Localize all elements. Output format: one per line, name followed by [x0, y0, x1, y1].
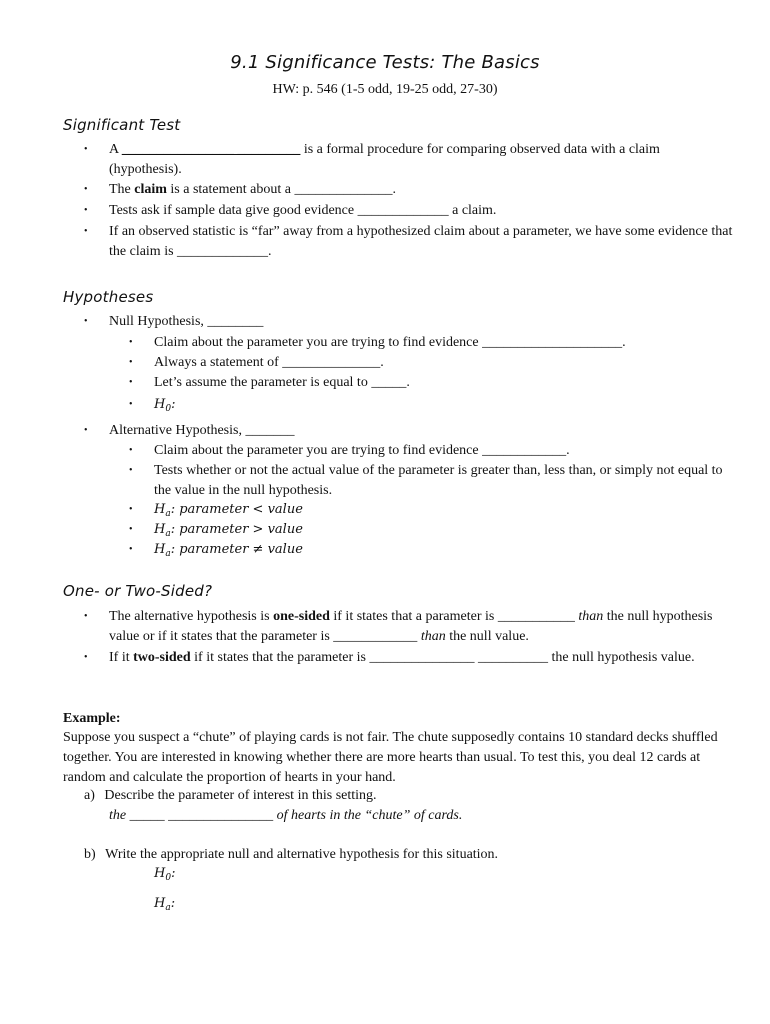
- example-heading: Example:: [63, 711, 121, 726]
- question-b: b) Write the appropriate null and alternative hypothesis for this situation.: [84, 847, 499, 862]
- bullet: •: [129, 544, 133, 555]
- page-title: 9.1 Significance Tests: The Basics: [230, 52, 540, 73]
- list-item: • Alternative Hypothesis, _______: [84, 421, 734, 441]
- list-item: • If an observed statistic is “far” away from a hypothesized claim about a parameter, we have some evidence that the claim is _____________.: [84, 224, 733, 259]
- list-item: • The alternative hypothesis is one-sided if it states that a parameter is ___________ than the null hypothesis value or if it states that the parameter is ____________ than the null value.: [84, 609, 713, 644]
- bullet: •: [84, 652, 88, 663]
- sub-list-item: • Let’s assume the parameter is equal to _____.: [129, 373, 729, 393]
- bullet: •: [84, 144, 88, 155]
- bullet: •: [129, 504, 133, 515]
- list-item: • A ________________ _________ is a formal procedure for comparing observed data with a claim (hypothesis).: [84, 142, 660, 177]
- bullet: •: [84, 425, 88, 436]
- bullet: •: [129, 357, 133, 368]
- section-heading-significant-test: Significant Test: [63, 116, 181, 134]
- homework-line: HW: p. 546 (1-5 odd, 19-25 odd, 27-30): [272, 82, 498, 97]
- sub-list-item: • Claim about the parameter you are trying to find evidence ____________.: [129, 441, 729, 461]
- list-item: • The claim is a statement about a ______________.: [84, 180, 734, 200]
- alternative-hypothesis-greater: $H_a$: parameter > value: [154, 522, 303, 539]
- answer-ha: $H_a$:: [154, 896, 176, 913]
- bullet: •: [129, 445, 133, 456]
- answer-h0: $H_0$:: [154, 866, 176, 883]
- bullet: •: [129, 399, 133, 410]
- alternative-hypothesis-less: $H_a$: parameter < value: [154, 502, 303, 519]
- bullet: •: [129, 465, 133, 476]
- bullet: •: [84, 316, 88, 327]
- section-heading-one-or-two-sided: One- or Two-Sided?: [63, 582, 213, 600]
- bullet: •: [84, 611, 88, 622]
- null-hypothesis-symbol: $H_0$:: [154, 397, 176, 414]
- bullet: •: [84, 184, 88, 195]
- sub-list-item: • Always a statement of ______________.: [129, 353, 729, 373]
- alternative-hypothesis-not-equal: $H_a$: parameter ≠ value: [154, 542, 303, 559]
- list-item: • Null Hypothesis, ________: [84, 312, 734, 332]
- sub-list-item: [129, 540, 729, 564]
- bullet: •: [129, 377, 133, 388]
- bullet: •: [84, 205, 88, 216]
- section-heading-hypotheses: Hypotheses: [63, 288, 154, 306]
- sub-list-item: • Tests whether or not the actual value of the parameter is greater than, less than, or simply not equal to the value in the null hypothesis.: [129, 463, 723, 498]
- bullet: •: [129, 337, 133, 348]
- bullet: •: [84, 226, 88, 237]
- list-item: • If it two-sided if it states that the parameter is _______________ __________ the null hypothesis value.: [84, 648, 734, 668]
- sub-list-item: [129, 395, 729, 419]
- example-body: Suppose you suspect a “chute” of playing cards is not fair. The chute supposedly contains 10 standard decks shuffled together. You are interested in knowing whether there are more hearts than usual. To test this, you deal 12 cards at random and calculate the proportion of hearts in your hand.: [63, 730, 718, 785]
- list-item: • Tests ask if sample data give good evidence _____________ a claim.: [84, 201, 734, 221]
- bullet: •: [129, 524, 133, 535]
- question-a: a) Describe the parameter of interest in this setting.: [84, 788, 377, 803]
- blank: ________________ _________: [121, 142, 301, 157]
- sub-list-item: • Claim about the parameter you are trying to find evidence ____________________.: [129, 333, 729, 353]
- answer-a: the _____ _______________ of hearts in the “chute” of cards.: [109, 808, 463, 823]
